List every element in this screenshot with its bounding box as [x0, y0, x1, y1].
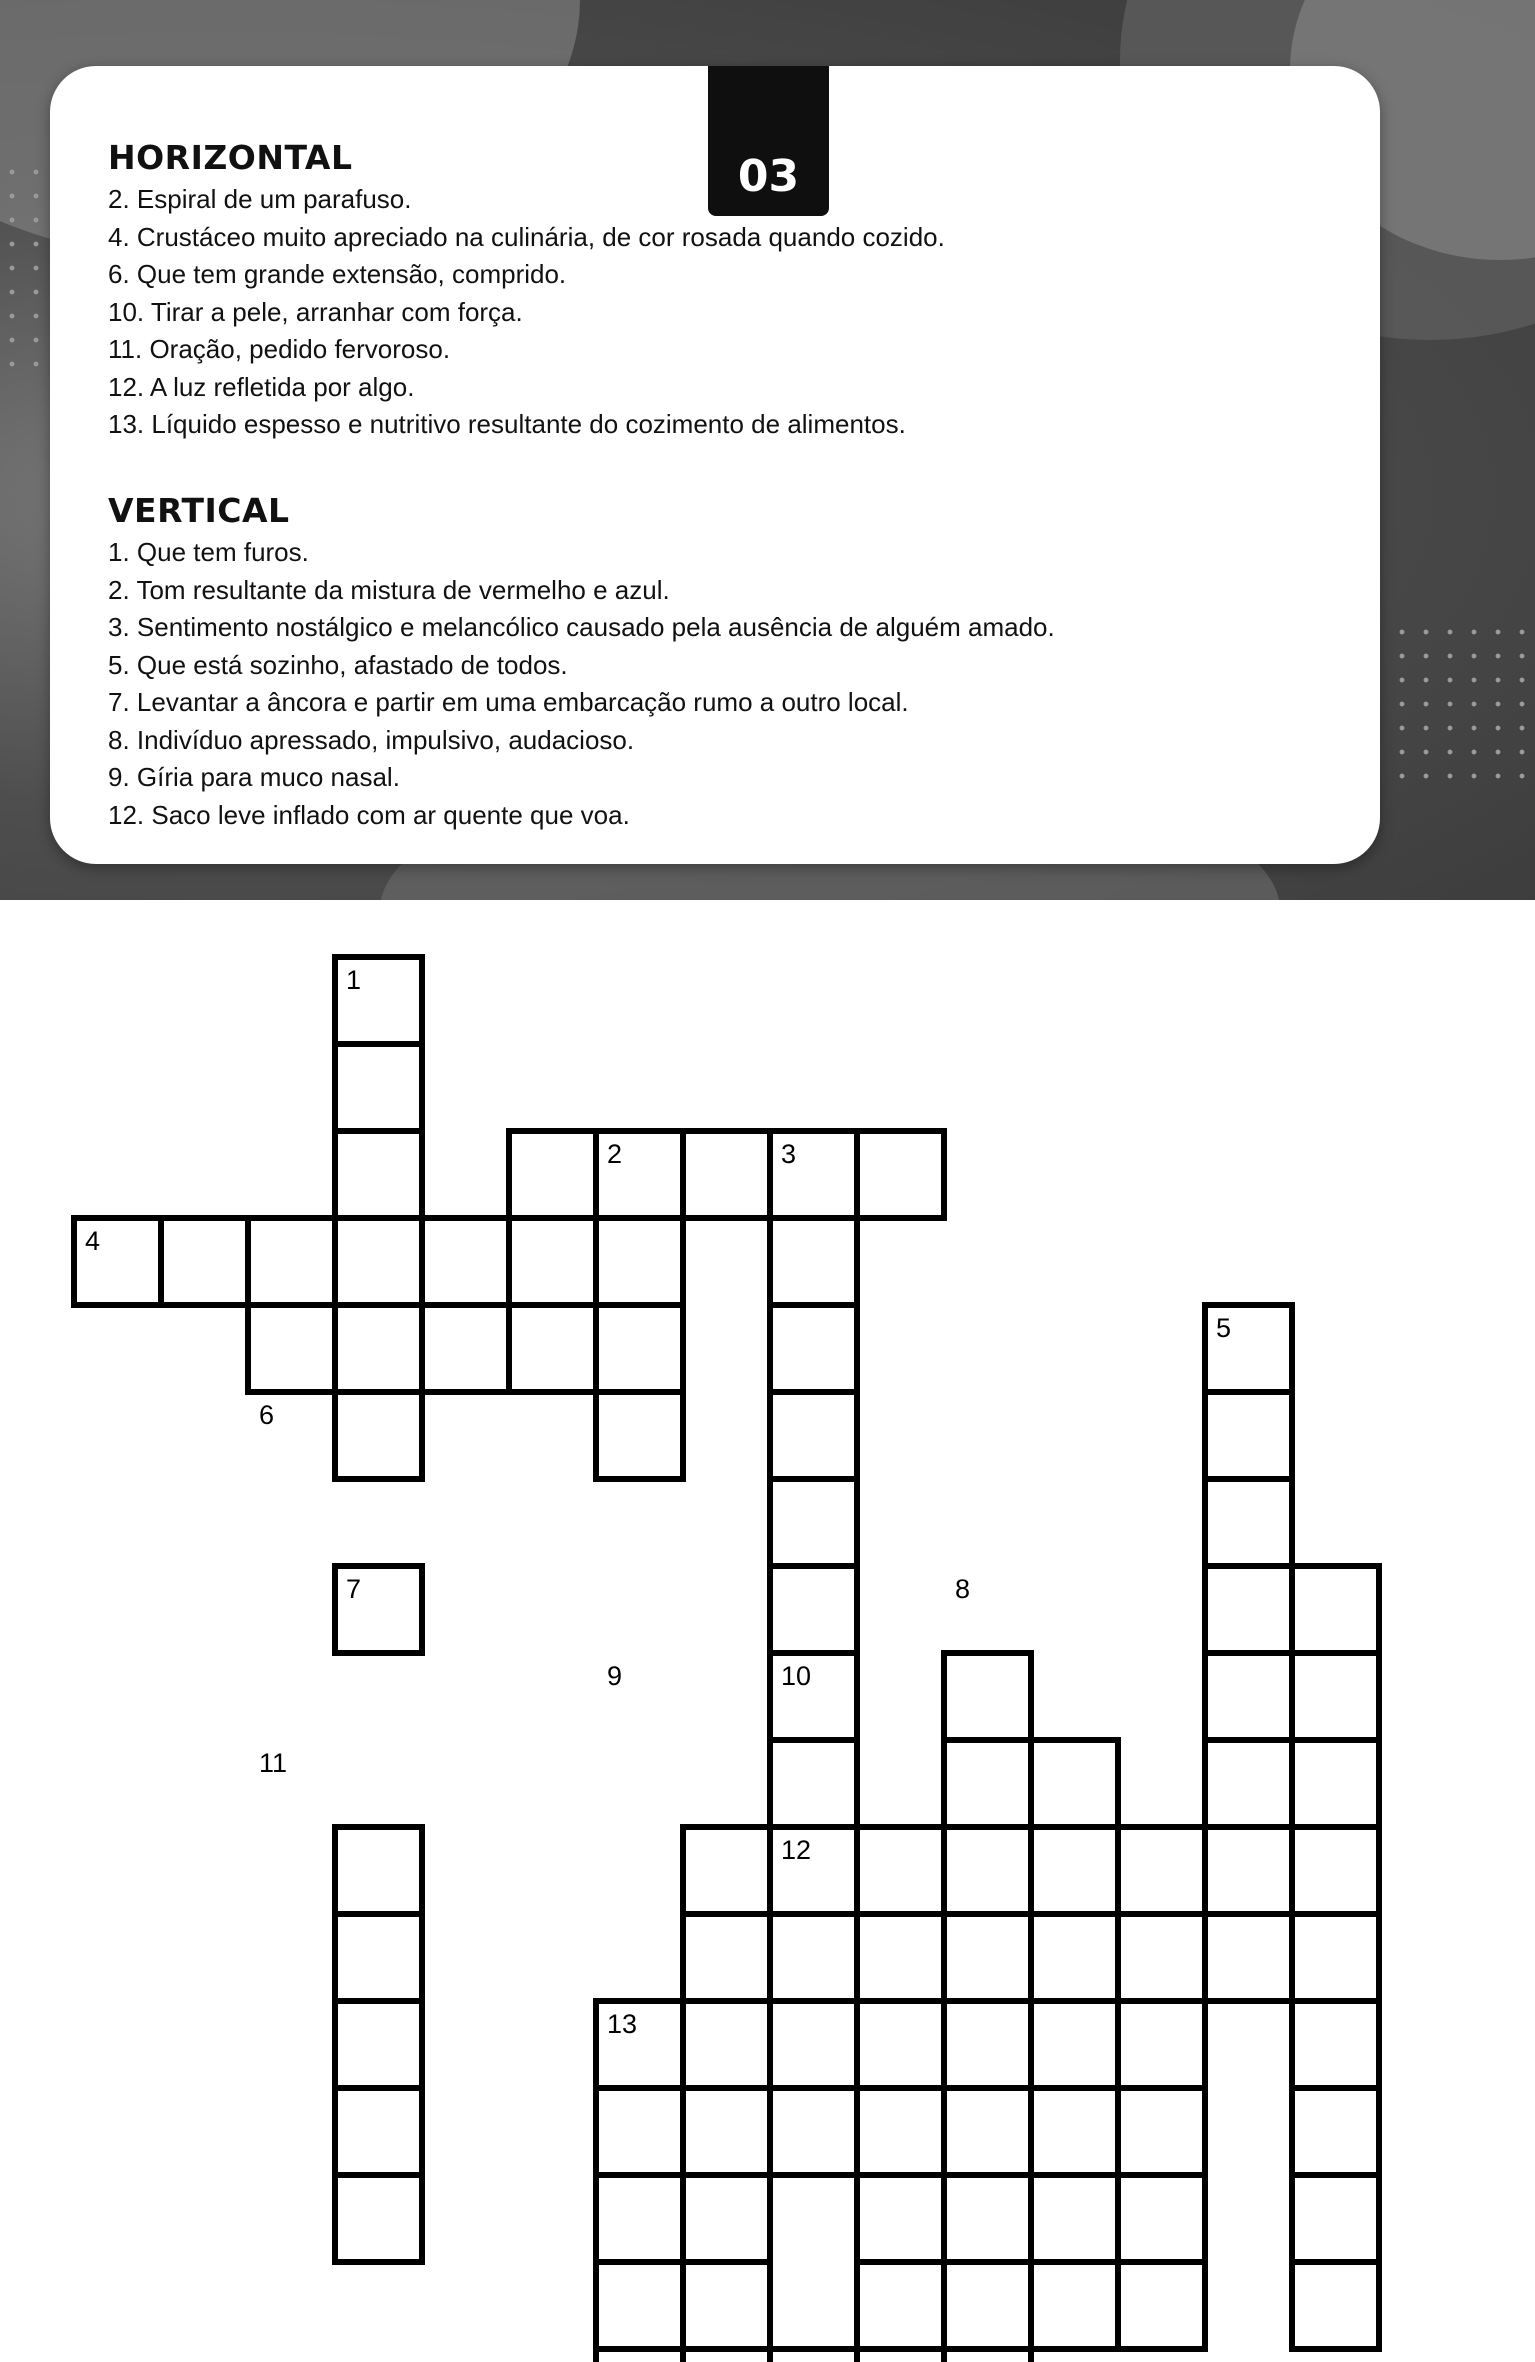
clue-number-1: 1 — [346, 965, 362, 995]
crossword-cell[interactable] — [857, 2175, 944, 2262]
crossword-cell[interactable] — [770, 1392, 857, 1479]
crossword-cell[interactable] — [1292, 1740, 1379, 1827]
crossword-cell[interactable] — [857, 1131, 944, 1218]
crossword-cell[interactable] — [335, 1827, 422, 1914]
crossword-cell[interactable] — [944, 2349, 1031, 2362]
crossword-cell[interactable] — [335, 2175, 422, 2262]
crossword-cell[interactable] — [1118, 2001, 1205, 2088]
horizontal-clue: 2. Espiral de um parafuso. — [108, 184, 412, 214]
clue-number-8: 8 — [955, 1574, 971, 1604]
crossword-cell[interactable] — [248, 1305, 335, 1392]
crossword-cell[interactable] — [683, 2262, 770, 2349]
crossword-cell[interactable] — [596, 1305, 683, 1392]
crossword-cell[interactable] — [770, 1740, 857, 1827]
crossword-cell[interactable] — [335, 1392, 422, 1479]
vertical-clue: 12. Saco leve inflado com ar quente que voa. — [108, 799, 630, 830]
crossword-cell[interactable] — [596, 1218, 683, 1305]
crossword-cell[interactable] — [509, 1305, 596, 1392]
crossword-cell[interactable] — [509, 1131, 596, 1218]
crossword-cell[interactable] — [335, 1218, 422, 1305]
crossword-cell[interactable] — [1118, 2175, 1205, 2262]
crossword-cell[interactable] — [1118, 2262, 1205, 2349]
horizontal-clue: 4. Crustáceo muito apreciado na culinária, de cor rosada quando cozido. — [108, 221, 945, 252]
vertical-clue: 7. Levantar a âncora e partir em uma embarcação rumo a outro local. — [108, 687, 909, 717]
clue-number-3: 3 — [781, 1139, 797, 1169]
crossword-cell[interactable] — [770, 2088, 857, 2175]
crossword-cell[interactable] — [683, 1827, 770, 1914]
crossword-cell[interactable] — [683, 2175, 770, 2262]
crossword-cell[interactable] — [857, 1827, 944, 1914]
crossword-cell[interactable] — [596, 2262, 683, 2349]
clue-number-6: 6 — [259, 1400, 275, 1430]
crossword-cell[interactable] — [944, 2175, 1031, 2262]
clue-number-12: 12 — [781, 1835, 812, 1865]
vertical-clue: 9. Gíria para muco nasal. — [108, 762, 400, 792]
crossword-cell[interactable] — [335, 1131, 422, 1218]
crossword-cell[interactable] — [1292, 1653, 1379, 1740]
crossword-cell[interactable] — [248, 1218, 335, 1305]
vertical-heading: VERTICAL — [108, 491, 290, 530]
crossword-cell[interactable] — [1292, 1827, 1379, 1914]
crossword-cell[interactable] — [596, 2175, 683, 2262]
horizontal-clue: 11. Oração, pedido fervoroso. — [108, 334, 451, 364]
crossword-cell[interactable] — [335, 1305, 422, 1392]
crossword-cell[interactable] — [596, 2088, 683, 2175]
crossword-cell[interactable] — [683, 1914, 770, 2001]
crossword-cell[interactable] — [1205, 1479, 1292, 1566]
crossword-cell[interactable] — [944, 2262, 1031, 2349]
clue-number-11: 11 — [259, 1748, 288, 1778]
horizontal-clue: 10. Tirar a pele, arranhar com força. — [108, 296, 523, 327]
crossword-cell[interactable] — [1118, 2088, 1205, 2175]
crossword-cell[interactable] — [1118, 1914, 1205, 2001]
crossword-cell[interactable] — [857, 1914, 944, 2001]
crossword-cell[interactable] — [161, 1218, 248, 1305]
crossword-cell[interactable] — [1031, 2262, 1118, 2349]
crossword-cell[interactable] — [857, 2088, 944, 2175]
vertical-clue: 2. Tom resultante da mistura de vermelho e azul. — [108, 574, 670, 605]
crossword-cell[interactable] — [1031, 2175, 1118, 2262]
crossword-cell[interactable] — [422, 1305, 509, 1392]
clue-number-2: 2 — [607, 1139, 623, 1169]
crossword-cell[interactable] — [509, 1218, 596, 1305]
clue-number-10: 10 — [781, 1661, 812, 1691]
crossword-cell[interactable] — [683, 2001, 770, 2088]
crossword-cell[interactable] — [857, 2349, 944, 2362]
crossword-cell[interactable] — [944, 2001, 1031, 2088]
clue-number-13: 13 — [607, 2009, 638, 2039]
clue-number-4: 4 — [85, 1226, 101, 1256]
crossword-cell[interactable] — [944, 1914, 1031, 2001]
crossword-cell[interactable] — [1031, 1740, 1118, 1827]
crossword-cell[interactable] — [683, 1131, 770, 1218]
clue-number-5: 5 — [1216, 1313, 1232, 1343]
clue-number-9: 9 — [607, 1661, 623, 1691]
vertical-clue: 1. Que tem furos. — [108, 537, 309, 567]
crossword-cell[interactable] — [1205, 1566, 1292, 1653]
crossword-cell[interactable] — [1292, 2262, 1379, 2349]
crossword-cell[interactable] — [335, 1044, 422, 1131]
crossword-cell[interactable] — [944, 1653, 1031, 1740]
crossword-cell[interactable] — [1031, 2088, 1118, 2175]
crossword-cell[interactable] — [1292, 2088, 1379, 2175]
crossword-cell[interactable] — [1205, 1392, 1292, 1479]
crossword-cell[interactable] — [1292, 2001, 1379, 2088]
horizontal-heading: HORIZONTAL — [108, 138, 353, 177]
crossword-cell[interactable] — [770, 2349, 857, 2362]
crossword-cell[interactable] — [335, 1914, 422, 2001]
puzzle-number: 03 — [737, 151, 800, 202]
crossword-cell[interactable] — [770, 1305, 857, 1392]
crossword-cell[interactable] — [683, 2088, 770, 2175]
crossword-cell[interactable] — [770, 1914, 857, 2001]
crossword-cell[interactable] — [1292, 1566, 1379, 1653]
crossword-cell[interactable] — [422, 1218, 509, 1305]
crossword-cell[interactable] — [1031, 2001, 1118, 2088]
crossword-cell[interactable] — [944, 1740, 1031, 1827]
crossword-cell[interactable] — [770, 1566, 857, 1653]
crossword-cell[interactable] — [770, 1218, 857, 1305]
crossword-cell[interactable] — [1205, 1653, 1292, 1740]
clue-number-7: 7 — [346, 1574, 362, 1604]
vertical-clue: 5. Que está sozinho, afastado de todos. — [108, 649, 568, 680]
crossword-cell[interactable] — [770, 1479, 857, 1566]
crossword-cell[interactable] — [596, 2349, 683, 2362]
crossword-cell[interactable] — [1292, 1914, 1379, 2001]
crossword-cell[interactable] — [857, 2001, 944, 2088]
crossword-cell[interactable] — [1205, 1827, 1292, 1914]
crossword-cell[interactable] — [1031, 1827, 1118, 1914]
crossword-cell[interactable] — [944, 2088, 1031, 2175]
vertical-clue: 3. Sentimento nostálgico e melancólico causado pela ausência de alguém amado. — [108, 612, 1055, 642]
vertical-clue: 8. Indivíduo apressado, impulsivo, audacioso. — [108, 724, 635, 755]
horizontal-clue: 12. A luz refletida por algo. — [108, 371, 415, 402]
crossword-cell[interactable] — [1205, 1914, 1292, 2001]
horizontal-clue: 6. Que tem grande extensão, comprido. — [108, 259, 567, 289]
crossword-cell[interactable] — [1205, 1740, 1292, 1827]
crossword-cell[interactable] — [335, 2088, 422, 2175]
horizontal-clue: 13. Líquido espesso e nutritivo resultante do cozimento de alimentos. — [108, 409, 906, 439]
crossword-cell[interactable] — [1031, 1914, 1118, 2001]
crossword-cell[interactable] — [596, 1392, 683, 1479]
crossword-cell[interactable] — [1118, 1827, 1205, 1914]
crossword-cell[interactable] — [335, 2001, 422, 2088]
crossword-cell[interactable] — [770, 2001, 857, 2088]
crossword-cell[interactable] — [1292, 2175, 1379, 2262]
crossword-cell[interactable] — [857, 2262, 944, 2349]
